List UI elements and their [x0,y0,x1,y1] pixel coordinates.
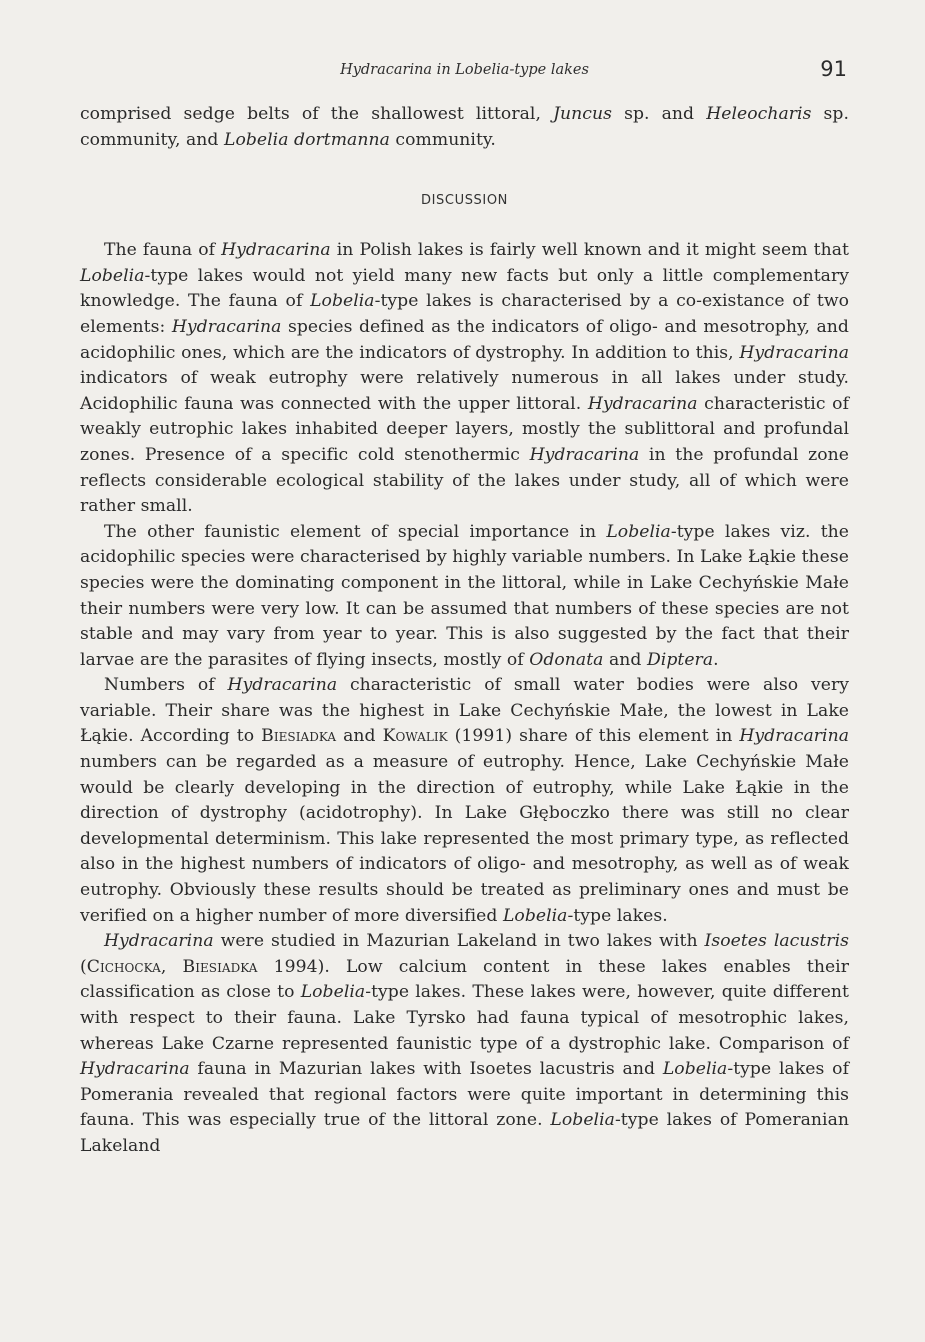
italic-run: Hydracarina [587,393,698,414]
text-run: fauna in Mazurian lakes with Isoetes lacustris and [189,1059,663,1080]
section-heading: DISCUSSION [421,193,508,209]
title-genus-2: Lobelia [455,62,510,78]
paragraph-continued [80,102,849,153]
italic-run: Hydracarina [739,342,849,363]
italic-run: Hydracarina [104,931,214,952]
text-run: sp. and [611,104,707,124]
text-run: 1994). Low calcium content in these lakes enables their classification as close to [80,956,849,1003]
text-run: and [336,726,383,747]
text-run: ( [80,956,87,977]
running-head [80,58,849,82]
text-run: -type lakes. These lakes were, however, quite different with respect to their fauna. Lake Tyrsko had fauna typical of mesotrophic lakes, whereas Lake Czarne represented faunistic type of a dystrophic lake. Comparison of [80,982,849,1054]
text-run: comprised sedge belts of the shallowest littoral, [80,104,554,124]
author-name: Biesiadka [261,726,337,747]
italic-run: Odonata [529,649,604,670]
text-run: in the profundal zone reflects considerable ecological stability of the lakes under study, all of which were rather small. [80,444,850,517]
italic-run: Hydracarina [227,675,338,696]
running-title [80,58,849,82]
text-run: sp. community, and [80,104,849,150]
italic-run: Hydracarina [529,444,640,465]
paragraph-3 [80,673,849,929]
italic-run: Juncus [553,104,612,124]
author-name: Cichocka [86,956,161,977]
text-run: and [603,649,647,670]
text-run: -type lakes. [567,905,668,926]
italic-run: Hydracarina [739,726,849,747]
text-run: (1991) share of this element in [447,726,740,747]
text-run: -type lakes viz. the acidophilic species were characterised by highly variable numbers. In Lake Łąkie these species were the dominating component in the littoral, while in Lake Cechyńskie Małe their numbers were very low. It can be assumed that numbers of these species are not stable and may vary from year to year. This is also suggested by the fact that their larvae are the parasites of flying insects, mostly of [80,521,849,670]
paragraph-4 [80,929,849,1159]
text-run: . [713,649,719,670]
page-number: 91 [820,57,847,81]
text-run: -type lakes is characterised by a co-existance of two elements: [80,291,849,337]
title-mid: in [432,62,456,78]
text-run: Numbers of [104,675,228,696]
text-run: The fauna of [104,240,222,261]
italic-run: Lobelia [550,1110,615,1131]
paragraph-1 [80,238,849,520]
text-run: -type lakes would not yield many new facts but only a little complementary knowledge. The fauna of [80,265,849,312]
italic-run: Heleocharis [706,104,812,124]
italic-run: Hydracarina [221,240,331,261]
italic-run: Lobelia [606,521,671,542]
paragraph-2 [80,520,849,674]
italic-run: Lobelia [310,291,375,312]
text-run: in Polish lakes is fairly well known and it might seem that [330,240,849,261]
italic-run: Hydracarina [171,316,282,337]
text-run: characteristic of small water bodies were also very variable. Their share was the highest in Lake Cechyńskie Małe, the lowest in Lake Łąkie. According to [80,675,849,747]
italic-run: Hydracarina [80,1059,190,1080]
italic-run: Lobelia [80,265,145,286]
text-run: indicators of weak eutrophy were relatively numerous in all lakes under study. Acidophilic fauna was connected with the upper littoral. [80,368,849,414]
text-run: , [160,956,183,977]
text-run: community. [389,129,496,150]
text-run: -type lakes of Pomerania revealed that regional factors were quite important in determining this fauna. This was especially true of the littoral zone. [80,1059,849,1131]
title-end: -type lakes [509,62,589,78]
italic-run: Diptera [646,649,714,670]
author-name: Kowalik [382,726,448,747]
italic-run: Lobelia [300,982,366,1003]
italic-run: Lobelia dortmanna [224,129,390,150]
body-text [80,102,849,1160]
text-run: were studied in Mazurian Lakeland in two lakes with [213,931,705,952]
author-name: Biesiadka [182,956,258,977]
text-run: The other faunistic element of special importance in [104,521,607,542]
italic-run: Lobelia [662,1059,728,1080]
text-run: characteristic of weakly eutrophic lakes inhabited deeper layers, mostly the sublittoral and profundal zones. Presence of a specific cold stenothermic [80,393,849,465]
text-run: numbers can be regarded as a measure of eutrophy. Hence, Lake Cechyńskie Małe would be clearly developing in the direction of eutrophy, while Lake Łąkie in the direction of dystrophy (acidotrophy). In Lake Głęboczko there was still no clear developmental determinism. This lake represented the most primary type, as reflected also in the highest numbers of indicators of oligo- and mesotrophy, as well as of weak eutrophy. Obviously these results should be treated as preliminary ones and must be verified on a higher number of more diversified [80,752,849,926]
italic-run: Isoetes lacustris [704,931,849,952]
italic-run: Lobelia [502,905,568,926]
text-run: -type lakes of Pomeranian Lakeland [80,1110,849,1156]
text-run: species defined as the indicators of oligo- and mesotrophy, and acidophilic ones, which are the indicators of dystrophy. In addition to this, [80,316,849,363]
title-genus: Hydracarina [340,62,433,78]
